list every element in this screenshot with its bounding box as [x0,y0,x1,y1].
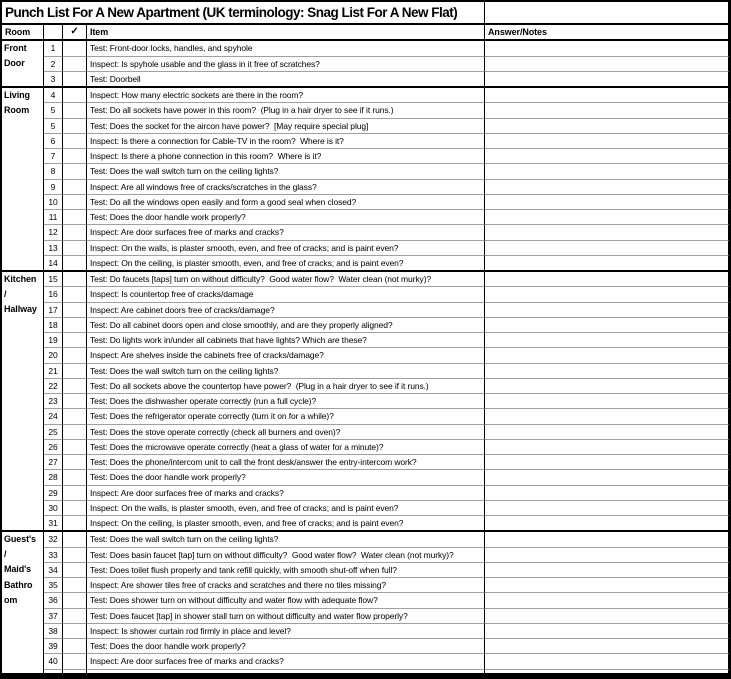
row-number: 35 [44,577,63,592]
answer-notes-cell[interactable] [485,623,729,638]
checkbox-cell[interactable] [63,577,87,592]
row-number: 23 [44,393,63,408]
answer-notes-cell[interactable] [485,408,729,423]
table-row [2,547,729,562]
table-row [2,469,729,484]
room-label [2,347,44,362]
room-label [2,317,44,332]
checkbox-cell[interactable] [63,408,87,423]
table-row [2,623,729,638]
table-row [2,408,729,423]
row-number: 37 [44,608,63,623]
room-label: Front [2,41,44,55]
room-label [2,179,44,194]
checkbox-cell[interactable] [63,270,87,286]
row-number: 12 [44,224,63,239]
checkbox-cell[interactable] [63,562,87,577]
table-row [2,500,729,515]
row-number: 38 [44,623,63,638]
answer-notes-cell[interactable] [485,424,729,439]
table-row [2,56,729,71]
answer-notes-cell[interactable] [485,118,729,133]
answer-notes-cell[interactable] [485,270,729,286]
row-number: 15 [44,270,63,286]
answer-notes-cell[interactable] [485,332,729,347]
room-label: Hallway [2,302,44,317]
row-number: 14 [44,255,63,270]
checkbox-cell[interactable] [63,347,87,362]
answer-notes-cell[interactable] [485,148,729,163]
row-number: 7 [44,148,63,163]
room-label: Maid's [2,562,44,577]
room-label [2,133,44,148]
room-label [2,363,44,378]
checkbox-cell[interactable] [63,378,87,393]
row-number: 3 [44,71,63,86]
table-row [2,530,729,546]
title-row [2,2,729,25]
checkbox-cell[interactable] [63,500,87,515]
checkbox-cell[interactable] [63,118,87,133]
answer-notes-cell[interactable] [485,163,729,178]
room-label: Guest's [2,530,44,546]
checkbox-cell[interactable] [63,454,87,469]
table-row [2,163,729,178]
item-text: Test: Does the stove operate correctly (check all burners and oven)? [87,424,485,439]
item-text: Test: Does the door handle work properly? [87,209,485,224]
checkbox-cell[interactable] [63,41,87,55]
row-number: 16 [44,286,63,301]
checkbox-cell[interactable] [63,194,87,209]
room-label [2,653,44,668]
table-row [2,439,729,454]
table-row [2,454,729,469]
answer-notes-cell[interactable] [485,638,729,653]
answer-notes-cell[interactable] [485,485,729,500]
room-label [2,378,44,393]
row-number: 20 [44,347,63,362]
row-number: 10 [44,194,63,209]
room-label [2,194,44,209]
table-row [2,240,729,255]
checkbox-cell[interactable] [63,608,87,623]
row-number: 40 [44,653,63,668]
answer-notes-cell[interactable] [485,515,729,530]
checkbox-cell[interactable] [63,317,87,332]
room-label [2,638,44,653]
answer-notes-cell[interactable] [485,378,729,393]
item-text: Inspect: Are shelves inside the cabinets free of cracks/damage? [87,347,485,362]
item-text: Inspect: Is there a connection for Cable-TV in the room? Where is it? [87,133,485,148]
bottom-border-bar [0,673,731,679]
room-label: / [2,547,44,562]
answer-notes-cell[interactable] [485,653,729,668]
table-row [2,86,729,102]
checkbox-cell[interactable] [63,393,87,408]
table-row [2,302,729,317]
room-label [2,515,44,530]
row-number: 25 [44,424,63,439]
checkbox-cell[interactable] [63,653,87,668]
item-text: Test: Does the dishwasher operate correctly (run a full cycle)? [87,393,485,408]
room-label [2,118,44,133]
table-row [2,255,729,270]
room-label: Room [2,102,44,117]
checkbox-cell[interactable] [63,133,87,148]
column-header-row [2,25,729,41]
page-title: Punch List For A New Apartment (UK terminology: Snag List For A New Flat) [2,2,485,25]
room-label [2,224,44,239]
checkbox-cell[interactable] [63,179,87,194]
table-row [2,118,729,133]
table-row [2,332,729,347]
col-header-number [44,25,63,41]
answer-notes-cell[interactable] [485,393,729,408]
answer-notes-cell[interactable] [485,209,729,224]
row-number: 31 [44,515,63,530]
answer-notes-cell[interactable] [485,363,729,378]
item-text: Inspect: On the walls, is plaster smooth, even, and free of cracks; and is paint even? [87,500,485,515]
answer-notes-cell[interactable] [485,530,729,546]
row-number: 29 [44,485,63,500]
item-text: Inspect: Are all windows free of cracks/scratches in the glass? [87,179,485,194]
item-text: Inspect: Is there a phone connection in this room? Where is it? [87,148,485,163]
answer-notes-cell[interactable] [485,347,729,362]
room-label [2,240,44,255]
checkbox-cell[interactable] [63,439,87,454]
room-label [2,608,44,623]
checkbox-cell[interactable] [63,469,87,484]
item-text: Test: Does the refrigerator operate correctly (turn it on for a while)? [87,408,485,423]
row-number: 8 [44,163,63,178]
answer-notes-cell[interactable] [485,608,729,623]
row-number: 33 [44,547,63,562]
table-row [2,148,729,163]
checkbox-cell[interactable] [63,255,87,270]
table-row [2,638,729,653]
row-number: 39 [44,638,63,653]
checkbox-cell[interactable] [63,148,87,163]
row-number: 19 [44,332,63,347]
table-row [2,286,729,301]
answer-notes-cell[interactable] [485,286,729,301]
table-row [2,71,729,86]
row-number: 5 [44,118,63,133]
room-label [2,332,44,347]
answer-notes-cell[interactable] [485,439,729,454]
col-header-item: Item [87,25,485,41]
row-number: 4 [44,86,63,102]
item-text: Test: Does the door handle work properly? [87,469,485,484]
room-label [2,485,44,500]
item-text: Test: Do all sockets above the countertop have power? (Plug in a hair dryer to see if it runs.) [87,378,485,393]
item-text: Inspect: Are cabinet doors free of cracks/damage? [87,302,485,317]
room-label [2,163,44,178]
room-label [2,71,44,86]
item-text: Test: Do all sockets have power in this room? (Plug in a hair dryer to see if it runs.) [87,102,485,117]
table-row [2,363,729,378]
table-row [2,102,729,117]
table-row [2,133,729,148]
room-label [2,408,44,423]
answer-notes-cell[interactable] [485,255,729,270]
answer-notes-cell[interactable] [485,592,729,607]
checkbox-cell[interactable] [63,592,87,607]
answer-notes-cell[interactable] [485,317,729,332]
item-text: Test: Front-door locks, handles, and spyhole [87,41,485,55]
answer-notes-cell[interactable] [485,577,729,592]
table-row [2,41,729,55]
table-row [2,179,729,194]
answer-notes-cell[interactable] [485,102,729,117]
item-text: Test: Do lights work in/under all cabinets that have lights? Which are these? [87,332,485,347]
answer-notes-cell[interactable] [485,562,729,577]
room-label: om [2,592,44,607]
row-number: 13 [44,240,63,255]
item-text: Inspect: Are door surfaces free of marks and cracks? [87,653,485,668]
row-number: 6 [44,133,63,148]
checkbox-cell[interactable] [63,530,87,546]
answer-notes-cell[interactable] [485,302,729,317]
room-label [2,393,44,408]
checkbox-cell[interactable] [63,71,87,86]
answer-notes-cell[interactable] [485,86,729,102]
checkbox-cell[interactable] [63,209,87,224]
room-label: / [2,286,44,301]
room-label [2,469,44,484]
room-label [2,500,44,515]
punch-list-table [2,2,729,673]
checkbox-cell[interactable] [63,102,87,117]
room-label: Kitchen [2,270,44,286]
item-text: Test: Does the socket for the aircon have power? [May require special plug] [87,118,485,133]
item-text: Inspect: How many electric sockets are there in the room? [87,86,485,102]
answer-notes-cell[interactable] [485,454,729,469]
room-label [2,148,44,163]
room-label [2,454,44,469]
table-row [2,347,729,362]
answer-notes-cell[interactable] [485,56,729,71]
col-header-answer-notes: Answer/Notes [485,25,729,41]
checkbox-cell[interactable] [63,363,87,378]
room-label [2,424,44,439]
item-text: Test: Does the door handle work properly? [87,638,485,653]
room-label: Bathro [2,577,44,592]
table-row [2,209,729,224]
answer-notes-cell[interactable] [485,547,729,562]
checkbox-cell[interactable] [63,286,87,301]
room-label [2,439,44,454]
row-number: 17 [44,302,63,317]
row-number: 5 [44,102,63,117]
table-row [2,194,729,209]
answer-notes-cell[interactable] [485,469,729,484]
answer-notes-cell[interactable] [485,179,729,194]
item-text: Inspect: On the walls, is plaster smooth, even, and free of cracks; and is paint even? [87,240,485,255]
table-row [2,424,729,439]
item-text: Inspect: Is shower curtain rod firmly in place and level? [87,623,485,638]
item-text: Test: Doorbell [87,71,485,86]
checkbox-cell[interactable] [63,86,87,102]
item-text: Inspect: Is spyhole usable and the glass in it free of scratches? [87,56,485,71]
row-number: 22 [44,378,63,393]
answer-notes-cell[interactable] [485,71,729,86]
room-label [2,209,44,224]
checkbox-cell[interactable] [63,332,87,347]
table-row [2,317,729,332]
row-number: 1 [44,41,63,55]
item-text: Inspect: Are door surfaces free of marks and cracks? [87,224,485,239]
row-number: 21 [44,363,63,378]
checkbox-cell[interactable] [63,623,87,638]
item-text: Test: Do faucets [taps] turn on without difficulty? Good water flow? Water clean (not murky)? [87,270,485,286]
row-number: 2 [44,56,63,71]
answer-notes-cell[interactable] [485,240,729,255]
item-text: Test: Does the wall switch turn on the ceiling lights? [87,163,485,178]
checkbox-cell[interactable] [63,302,87,317]
checkbox-cell[interactable] [63,485,87,500]
title-spacer-cell [485,2,729,25]
room-label: Door [2,56,44,71]
item-text: Test: Does faucet [tap] in shower stall turn on without difficulty and water flow properly? [87,608,485,623]
item-text: Inspect: On the ceiling, is plaster smooth, even, and free of cracks; and is paint even? [87,255,485,270]
table-row [2,485,729,500]
checkbox-cell[interactable] [63,515,87,530]
item-text: Test: Does basin faucet [tap] turn on without difficulty? Good water flow? Water clean (not murky)? [87,547,485,562]
row-number: 36 [44,592,63,607]
table-row [2,393,729,408]
row-number: 28 [44,469,63,484]
col-header-room: Room [2,25,44,41]
table-row [2,577,729,592]
table-row [2,378,729,393]
item-text: Test: Does the wall switch turn on the ceiling lights? [87,363,485,378]
item-text: Test: Does toilet flush properly and tank refill quickly, with smooth shut-off when full? [87,562,485,577]
room-label [2,623,44,638]
item-text: Inspect: Are door surfaces free of marks and cracks? [87,485,485,500]
row-number: 32 [44,530,63,546]
table-row [2,224,729,239]
item-text: Test: Does the microwave operate correctly (heat a glass of water for a minute)? [87,439,485,454]
item-text: Inspect: Is countertop free of cracks/damage [87,286,485,301]
item-text: Inspect: Are shower tiles free of cracks and scratches and there no tiles missing? [87,577,485,592]
answer-notes-cell[interactable] [485,194,729,209]
item-text: Test: Do all cabinet doors open and close smoothly, and are they properly aligned? [87,317,485,332]
checkbox-cell[interactable] [63,224,87,239]
checkbox-cell[interactable] [63,240,87,255]
row-number: 24 [44,408,63,423]
row-number: 11 [44,209,63,224]
answer-notes-cell[interactable] [485,500,729,515]
row-number: 34 [44,562,63,577]
room-label: Living [2,86,44,102]
table-row [2,653,729,668]
row-number: 27 [44,454,63,469]
item-text: Test: Do all the windows open easily and form a good seal when closed? [87,194,485,209]
checkmark-icon: ✓ [63,25,87,41]
item-text: Test: Does the wall switch turn on the ceiling lights? [87,530,485,546]
checkbox-cell[interactable] [63,163,87,178]
table-row [2,562,729,577]
table-row [2,608,729,623]
checkbox-cell[interactable] [63,424,87,439]
row-number: 30 [44,500,63,515]
item-text: Inspect: On the ceiling, is plaster smooth, even, and free of cracks; and is paint even? [87,515,485,530]
row-number: 18 [44,317,63,332]
answer-notes-cell[interactable] [485,41,729,55]
item-text: Test: Does the phone/intercom unit to call the front desk/answer the entry-intercom work? [87,454,485,469]
checkbox-cell[interactable] [63,56,87,71]
item-text: Test: Does shower turn on without difficulty and water flow with adequate flow? [87,592,485,607]
table-row [2,515,729,530]
answer-notes-cell[interactable] [485,133,729,148]
table-row [2,270,729,286]
answer-notes-cell[interactable] [485,224,729,239]
room-label [2,255,44,270]
row-number: 26 [44,439,63,454]
checkbox-cell[interactable] [63,638,87,653]
table-row [2,592,729,607]
row-number: 9 [44,179,63,194]
checkbox-cell[interactable] [63,547,87,562]
